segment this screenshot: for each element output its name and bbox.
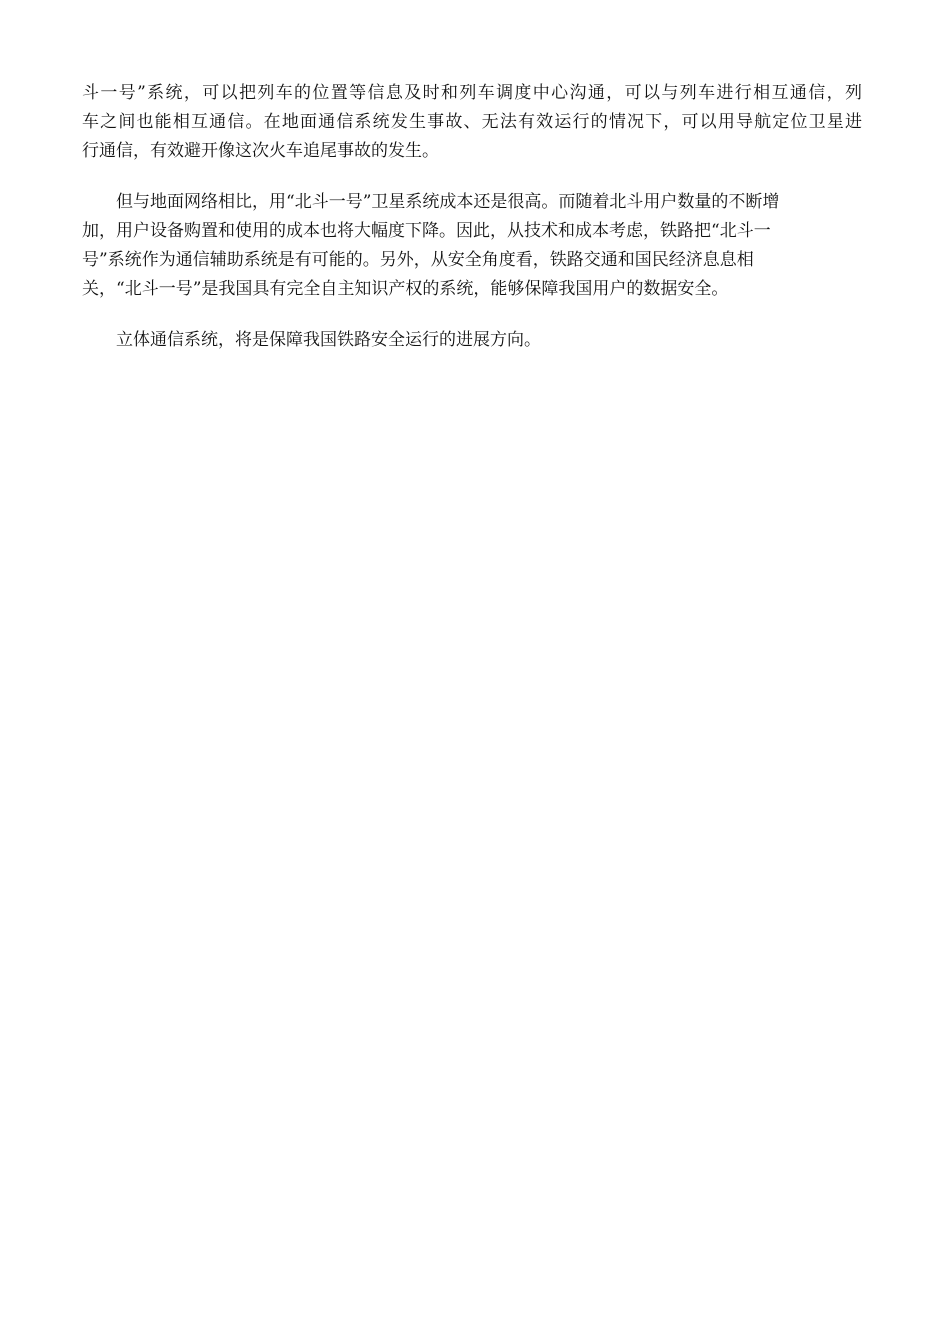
- paragraph-3: [82, 326, 862, 355]
- document-body: [82, 79, 862, 377]
- paragraph-line: 行通信，有效避开像这次火车追尾事故的发生。: [82, 141, 439, 161]
- paragraph-line: 关，“北斗一号”是我国具有完全自主知识产权的系统，能够保障我国用户的数据安全。: [82, 279, 729, 299]
- paragraph-line: 斗一号”系统，可以把列车的位置等信息及时和列车调度中心沟通，可以与列车进行相互通信，列: [82, 83, 862, 103]
- paragraph-line: 立体通信系统，将是保障我国铁路安全运行的进展方向。: [116, 330, 541, 350]
- paragraph-1: [82, 79, 862, 166]
- paragraph-line: 加，用户设备购置和使用的成本也将大幅度下降。因此，从技术和成本考虑，铁路把“北斗一: [82, 221, 771, 241]
- paragraph-line: 号”系统作为通信辅助系统是有可能的。另外，从安全角度看，铁路交通和国民经济息息相: [82, 250, 754, 270]
- paragraph-line: 但与地面网络相比，用“北斗一号”卫星系统成本还是很高。而随着北斗用户数量的不断增: [116, 192, 780, 212]
- paragraph-2: [82, 188, 862, 304]
- paragraph-line: 车之间也能相互通信。在地面通信系统发生事故、无法有效运行的情况下，可以用导航定位卫星进: [82, 112, 862, 132]
